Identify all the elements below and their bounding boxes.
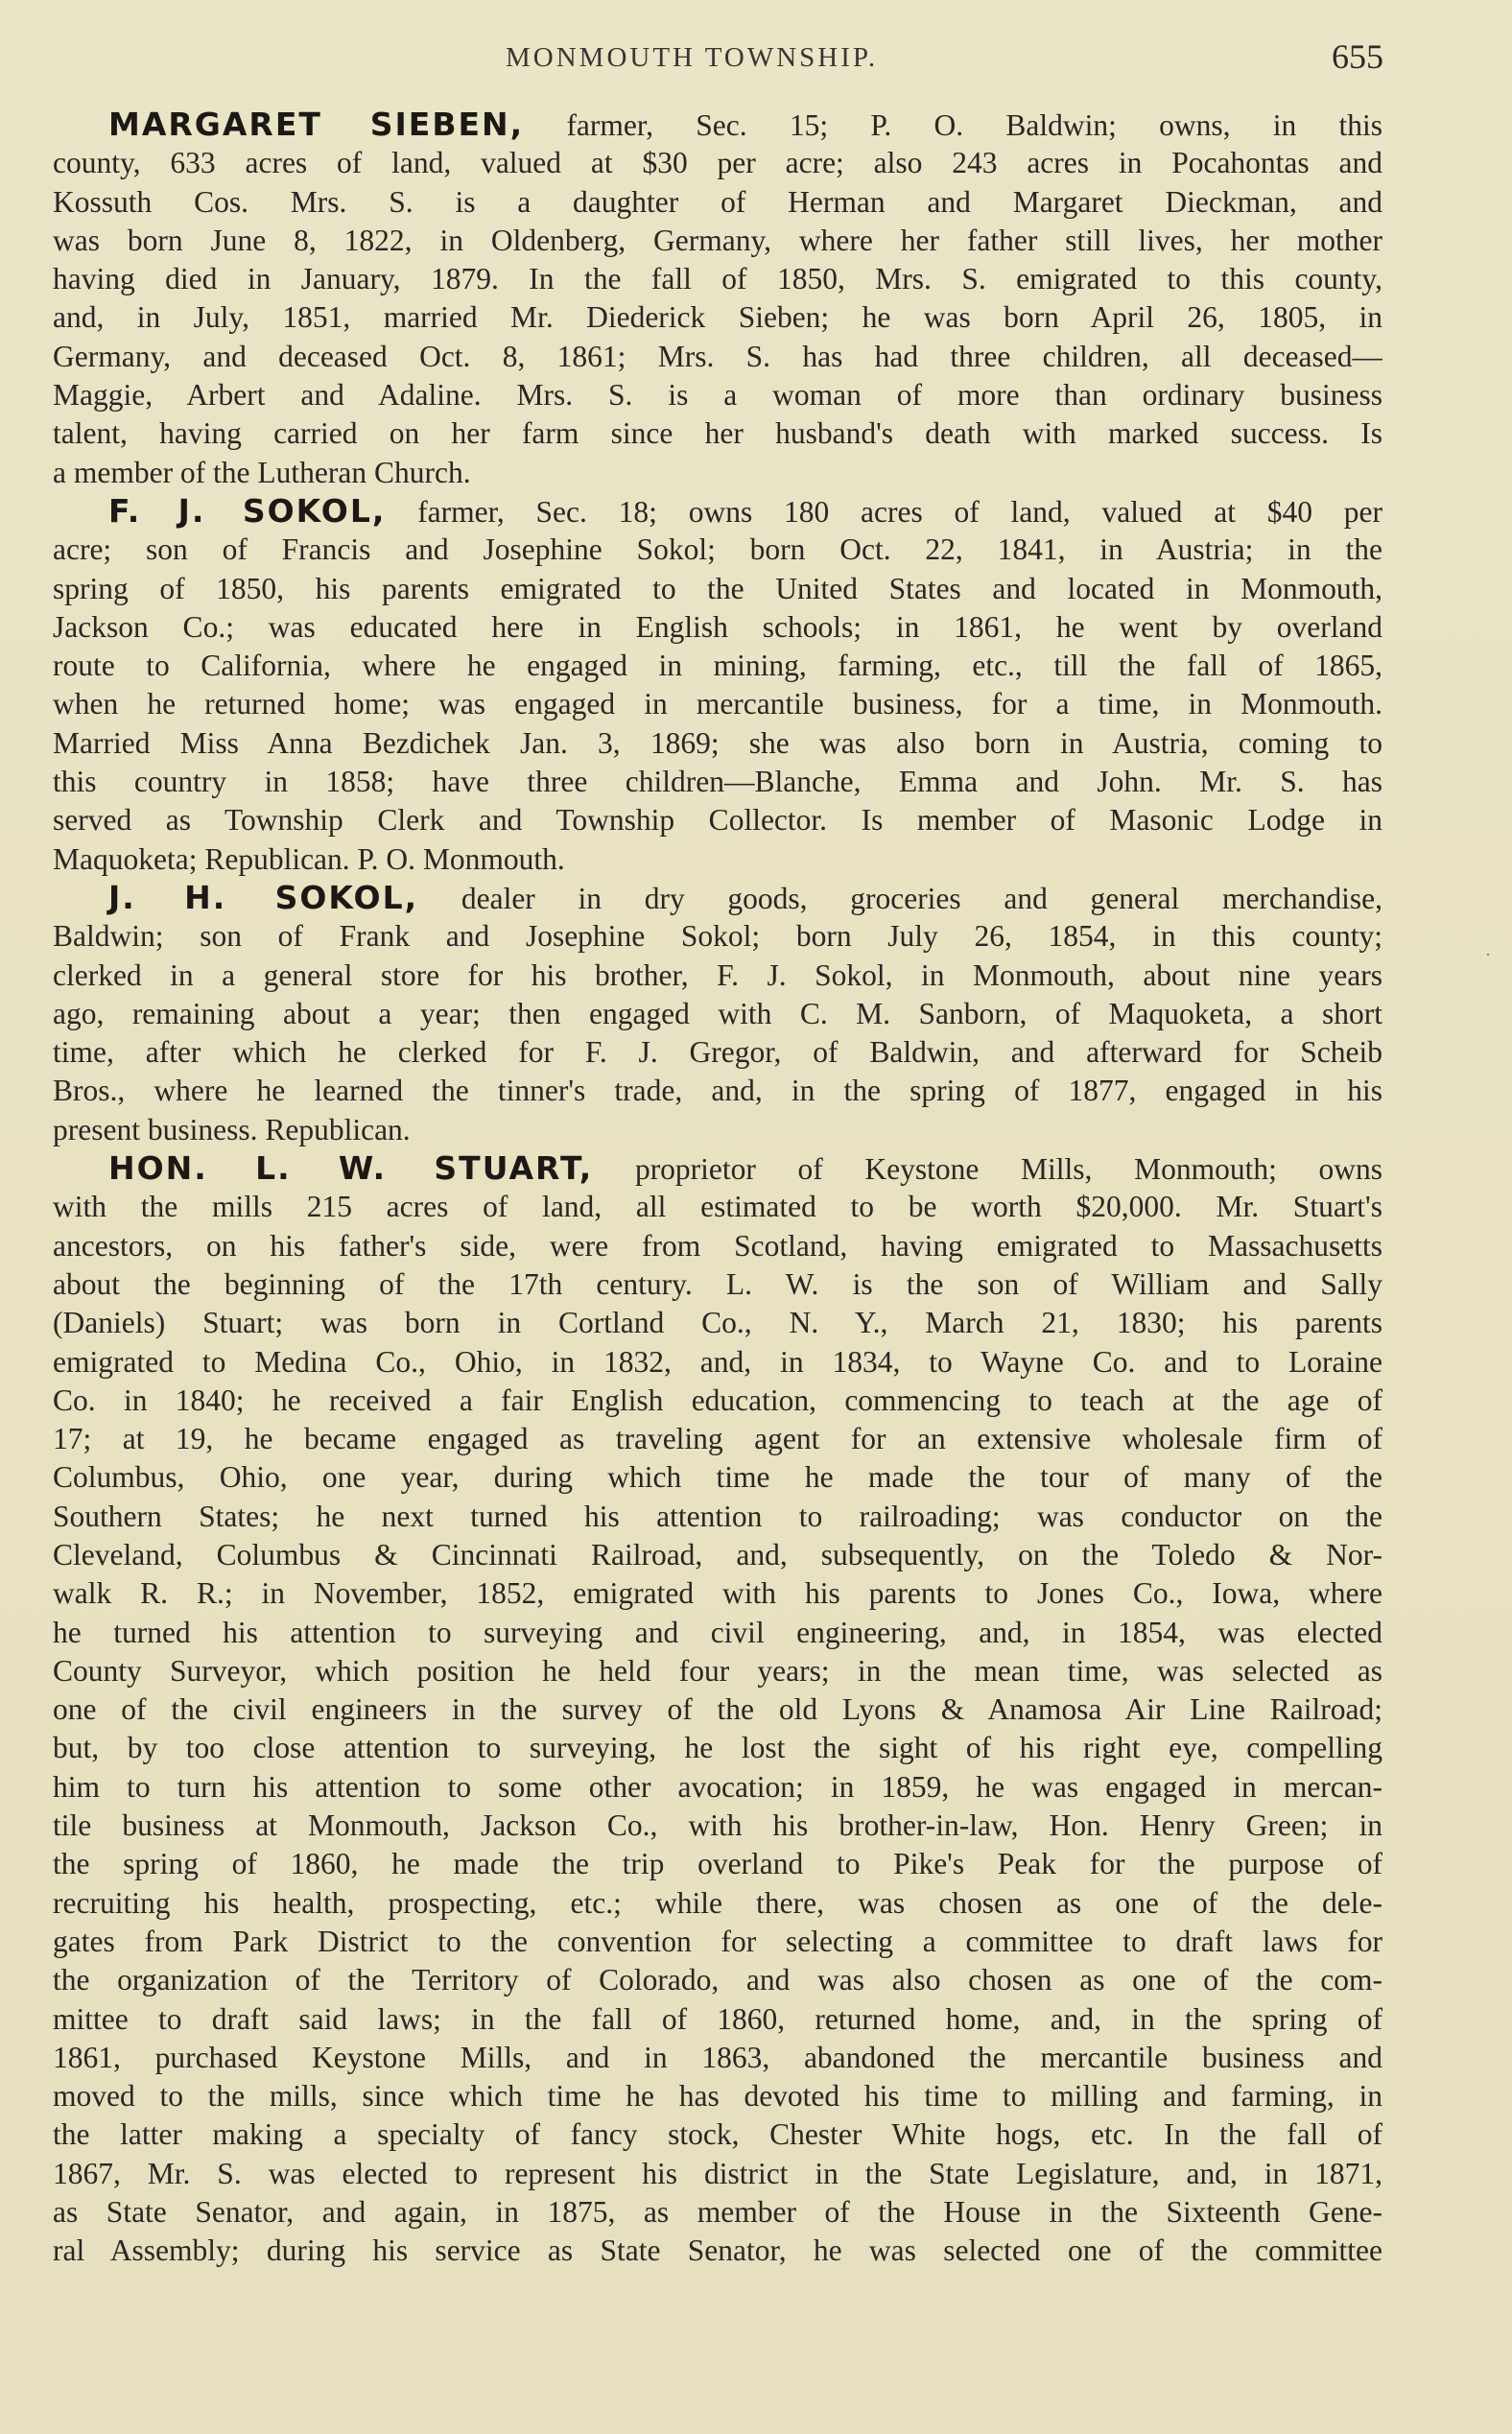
text-line: when he returned home; was engaged in mercantile business, for a time, in Monmouth. (53, 687, 1382, 721)
text-line: with the mills 215 acres of land, all estimated to be worth $20,000. Mr. Stuart's (53, 1190, 1382, 1224)
text-line: Jackson Co.; was educated here in English schools; in 1861, he went by overland (53, 609, 1382, 644)
line-text: farmer, Sec. 15; P. O. Baldwin; owns, in this (566, 108, 1382, 142)
text-line: him to turn his attention to some other avocation; in 1859, he was engaged in mercan- (53, 1769, 1382, 1804)
text-line: was born June 8, 1822, in Oldenberg, Germany, where her father still lives, her mother (53, 223, 1382, 257)
line-text: dealer in dry goods, groceries and general merchandise, (461, 881, 1382, 915)
text-line: and, in July, 1851, married Mr. Diederick Sieben; he was born April 26, 1805, in (53, 300, 1382, 335)
text-line: gates from Park District to the convention for selecting a committee to draft laws for (53, 1924, 1382, 1958)
text-line: spring of 1850, his parents emigrated to the United States and located in Monmouth, (53, 571, 1382, 605)
text-line: time, after which he clerked for F. J. Gregor, of Baldwin, and afterward for Scheib (53, 1035, 1382, 1070)
text-line (53, 106, 1382, 144)
text-line: as State Senator, and again, in 1875, as member of the House in the Sixteenth Gene- (53, 2195, 1382, 2230)
entry-name: J. H. SOKOL, (108, 878, 419, 916)
text-line: Baldwin; son of Frank and Josephine Sokol; born July 26, 1854, in this county; (53, 919, 1382, 954)
text-line: Columbus, Ohio, one year, during which time he made the tour of many of the (53, 1460, 1382, 1495)
biography-entry-j-h-sokol (53, 879, 1382, 1149)
text-line: Southern States; he next turned his attention to railroading; was conductor on the (53, 1499, 1382, 1533)
text-line: Cleveland, Columbus & Cincinnati Railroad, and, subsequently, on the Toledo & Nor- (53, 1537, 1382, 1571)
line-text: proprietor of Keystone Mills, Monmouth; owns (634, 1152, 1382, 1187)
text-line: having died in January, 1879. In the fall of 1850, Mrs. S. emigrated to this county, (53, 262, 1382, 296)
text-line: ancestors, on his father's side, were from Scotland, having emigrated to Massachusetts (53, 1228, 1382, 1263)
text-line: mittee to draft said laws; in the fall of 1860, returned home, and, in the spring of (53, 2001, 1382, 2036)
text-line: clerked in a general store for his brother, F. J. Sokol, in Monmouth, about nine years (53, 957, 1382, 992)
text-line: tile business at Monmouth, Jackson Co., with his brother-in-law, Hon. Henry Green; in (53, 1808, 1382, 1843)
text-line (53, 879, 1382, 917)
entry-name: F. J. SOKOL, (108, 491, 387, 530)
entry-name: HON. L. W. STUART, (108, 1149, 594, 1188)
text-line (53, 492, 1382, 531)
text-line: Bros., where he learned the tinner's trade, and, in the spring of 1877, engaged in his (53, 1074, 1382, 1108)
text-line (53, 1149, 1382, 1188)
text-line: Maquoketa; Republican. P. O. Monmouth. (53, 841, 565, 876)
text-line: county, 633 acres of land, valued at $30 per acre; also 243 acres in Pocahontas and (53, 146, 1382, 180)
line-text: farmer, Sec. 18; owns 180 acres of land, valued at $40 per (417, 494, 1382, 529)
text-line: but, by too close attention to surveying, he lost the sight of his right eye, compelling (53, 1731, 1382, 1765)
text-line: the latter making a specialty of fancy stock, Chester White hogs, etc. In the fall of (53, 2117, 1382, 2152)
margin-dot: · (1485, 945, 1491, 964)
text-line: 1861, purchased Keystone Mills, and in 1863, abandoned the mercantile business and (53, 2040, 1382, 2074)
text-line: Co. in 1840; he received a fair English education, commencing to teach at the age of (53, 1382, 1382, 1417)
running-head: MONMOUTH TOWNSHIP. (506, 42, 879, 73)
text-line: talent, having carried on her farm since her husband's death with marked success. Is (53, 416, 1382, 451)
text-line: emigrated to Medina Co., Ohio, in 1832, and, in 1834, to Wayne Co. and to Loraine (53, 1344, 1382, 1379)
text-line: about the beginning of the 17th century. L. W. is the son of William and Sally (53, 1266, 1382, 1301)
text-line: Germany, and deceased Oct. 8, 1861; Mrs. S. has had three children, all deceased— (53, 339, 1382, 373)
text-line: walk R. R.; in November, 1852, emigrated with his parents to Jones Co., Iowa, where (53, 1576, 1382, 1611)
text-line: the spring of 1860, he made the trip overland to Pike's Peak for the purpose of (53, 1847, 1382, 1881)
text-line: the organization of the Territory of Colorado, and was also chosen as one of the com- (53, 1963, 1382, 1997)
biography-entry-f-j-sokol (53, 492, 1382, 879)
text-line: recruiting his health, prospecting, etc.; while there, was chosen as one of the dele- (53, 1885, 1382, 1920)
text-line: he turned his attention to surveying and civil engineering, and, in 1854, was elected (53, 1615, 1382, 1649)
text-line: moved to the mills, since which time he has devoted his time to milling and farming, in (53, 2079, 1382, 2114)
biography-entry-l-w-stuart (53, 1149, 1382, 2271)
text-line: acre; son of Francis and Josephine Sokol; born Oct. 22, 1841, in Austria; in the (53, 532, 1382, 567)
text-line: County Surveyor, which position he held four years; in the mean time, was selected as (53, 1653, 1382, 1688)
text-line: ral Assembly; during his service as State Senator, he was selected one of the committee (53, 2233, 1382, 2268)
text-line: Kossuth Cos. Mrs. S. is a daughter of Herman and Margaret Dieckman, and (53, 184, 1382, 219)
text-line: ago, remaining about a year; then engaged with C. M. Sanborn, of Maquoketa, a short (53, 996, 1382, 1030)
text-line: route to California, where he engaged in mining, farming, etc., till the fall of 1865, (53, 649, 1382, 683)
page-header (50, 36, 1383, 75)
text-line: Married Miss Anna Bezdichek Jan. 3, 1869; she was also born in Austria, coming to (53, 725, 1382, 760)
entry-name: MARGARET SIEBEN, (108, 106, 525, 143)
text-line: this country in 1858; have three children—Blanche, Emma and John. Mr. S. has (53, 765, 1382, 799)
text-line: Maggie, Arbert and Adaline. Mrs. S. is a woman of more than ordinary business (53, 378, 1382, 413)
text-line: 1867, Mr. S. was elected to represent his district in the State Legislature, and, in 1871, (53, 2156, 1382, 2190)
text-line: one of the civil engineers in the survey of the old Lyons & Anamosa Air Line Railroad; (53, 1692, 1382, 1727)
page-number: 655 (1332, 37, 1383, 76)
page-body (53, 106, 1382, 2271)
text-line: 17; at 19, he became engaged as traveling agent for an extensive wholesale firm of (53, 1422, 1382, 1456)
biography-entry-margaret-sieben (53, 106, 1382, 492)
text-line: (Daniels) Stuart; was born in Cortland Co., N. Y., March 21, 1830; his parents (53, 1306, 1382, 1340)
text-line: a member of the Lutheran Church. (53, 455, 471, 489)
text-line: served as Township Clerk and Township Collector. Is member of Masonic Lodge in (53, 803, 1382, 838)
text-line: present business. Republican. (53, 1112, 411, 1146)
